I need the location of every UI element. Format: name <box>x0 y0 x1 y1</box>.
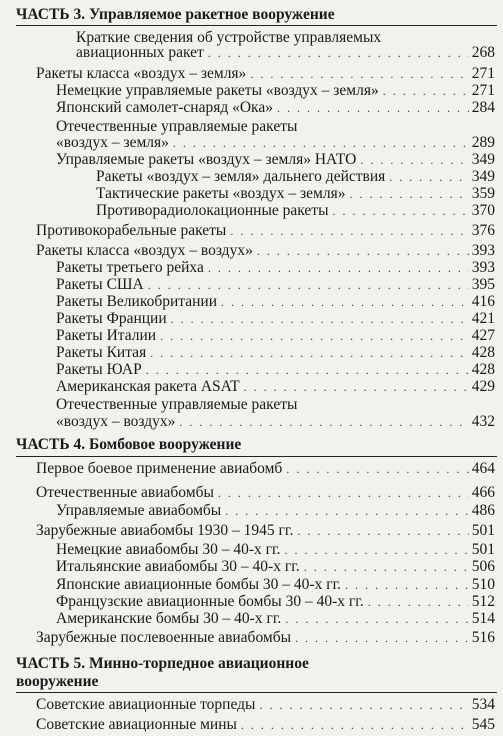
dot-leader <box>250 67 468 81</box>
toc-entry-title: Зарубежные авиабомбы 1930 – 1945 гг. <box>36 522 294 539</box>
toc-entry[interactable] <box>36 242 495 260</box>
toc-entry-title: авиационных ракет <box>76 44 204 61</box>
dot-leader <box>259 698 468 712</box>
dot-leader <box>297 524 468 538</box>
toc-entry-title: «воздух – воздух» <box>56 413 176 430</box>
page-number: 395 <box>471 276 495 293</box>
part-5-heading-line1: ЧАСТЬ 5. Минно-торпедное авиационное <box>16 655 309 672</box>
toc-entry[interactable] <box>36 522 495 540</box>
toc-entry-title: Ракеты класса «воздух – земля» <box>36 65 247 82</box>
dot-leader <box>146 363 469 377</box>
part-4-heading: ЧАСТЬ 4. Бомбовое вооружение <box>16 436 242 453</box>
toc-entry[interactable] <box>56 310 495 328</box>
toc-entry[interactable] <box>56 378 495 396</box>
dot-leader <box>225 504 469 518</box>
dot-leader <box>257 244 469 258</box>
dot-leader <box>221 295 469 309</box>
dot-leader <box>171 312 469 326</box>
page-number: 359 <box>471 185 495 202</box>
page-number: 501 <box>471 541 495 558</box>
toc-entry[interactable] <box>56 413 495 431</box>
toc-entry[interactable] <box>36 222 495 240</box>
dot-leader <box>345 578 469 592</box>
toc-entry-title: «воздух – земля» <box>56 134 169 151</box>
dot-leader <box>173 136 469 150</box>
toc-entry[interactable] <box>56 327 495 345</box>
toc-entry-title: Французские авиационные бомбы 30 – 40-х гг. <box>56 593 364 610</box>
toc-entry-line1: Отечественные управляемые ракеты <box>56 118 298 135</box>
dot-leader <box>389 170 468 184</box>
toc-entry[interactable] <box>96 185 495 203</box>
toc-entry-title: Зарубежные послевоенные авиабомбы <box>36 629 292 646</box>
toc-entry[interactable] <box>56 558 495 576</box>
page-number: 464 <box>471 460 495 477</box>
page-number: 545 <box>471 716 495 733</box>
toc-entry[interactable] <box>56 259 495 277</box>
toc-entry-title: Немецкие управляемые ракеты «воздух – земля» <box>56 82 379 99</box>
toc-entry-title: Управляемые ракеты «воздух – земля» НАТО <box>56 151 357 168</box>
toc-entry-title: Японские авиационные бомбы 30 – 40-х гг. <box>56 576 342 593</box>
toc-entry-title: Советские авиационные торпеды <box>36 696 256 713</box>
page-number: 284 <box>471 99 495 116</box>
part-5-heading-line2: вооружение <box>16 673 99 690</box>
toc-entry-line1: Отечественные управляемые ракеты <box>56 396 298 413</box>
toc-entry[interactable] <box>56 541 495 559</box>
page-number: 432 <box>471 413 495 430</box>
dot-leader <box>160 329 469 343</box>
toc-entry-title: Противорадиолокационные ракеты <box>96 202 329 219</box>
toc-entry[interactable] <box>56 576 495 594</box>
toc-entry[interactable] <box>96 168 495 186</box>
dot-leader <box>360 153 468 167</box>
toc-entry[interactable] <box>56 82 495 100</box>
dot-leader <box>349 187 468 201</box>
toc-entry-title: Немецкие авиабомбы 30 – 40-х гг. <box>56 541 281 558</box>
dot-leader <box>277 101 469 115</box>
page-number: 510 <box>471 576 495 593</box>
toc-entry[interactable] <box>56 151 495 169</box>
page-number: 428 <box>471 344 495 361</box>
toc-entry-title: Ракеты «воздух – земля» дальнего действия <box>96 168 386 185</box>
dot-leader <box>284 543 468 557</box>
dot-leader <box>241 718 469 732</box>
part-3-heading: ЧАСТЬ 3. Управляемое ракетное вооружение <box>16 6 335 23</box>
dot-leader <box>208 46 469 60</box>
toc-entry-title: Американские бомбы 30 – 40-х гг. <box>56 610 282 627</box>
toc-entry[interactable] <box>56 99 495 117</box>
page-number: 516 <box>471 629 495 646</box>
dot-leader <box>230 224 468 238</box>
toc-entry-title: Итальянские авиабомбы 30 – 40-х гг. <box>56 558 300 575</box>
dot-leader <box>368 595 469 609</box>
toc-entry[interactable] <box>36 460 495 478</box>
toc-entry-title: Советские авиационные мины <box>36 716 237 733</box>
page-number: 349 <box>471 168 495 185</box>
toc-entry[interactable] <box>56 344 495 362</box>
toc-entry[interactable] <box>36 629 495 647</box>
page-number: 416 <box>471 293 495 310</box>
page-number: 429 <box>471 378 495 395</box>
page-number: 534 <box>471 696 495 713</box>
toc-entry-title: Ракеты Италии <box>56 327 157 344</box>
toc-entry-title: Японский самолет-снаряд «Ока» <box>56 99 273 116</box>
toc-entry[interactable] <box>56 502 495 520</box>
page-number: 268 <box>471 44 495 61</box>
page-number: 421 <box>471 310 495 327</box>
toc-entry-title: Тактические ракеты «воздух – земля» <box>96 185 346 202</box>
toc-entry-title: Ракеты класса «воздух – воздух» <box>36 242 253 259</box>
page-number: 289 <box>471 134 495 151</box>
page-number: 466 <box>471 484 495 501</box>
toc-entry[interactable] <box>36 716 495 734</box>
toc-entry[interactable] <box>56 276 495 294</box>
page-number: 501 <box>471 522 495 539</box>
dot-leader <box>304 560 469 574</box>
dot-leader <box>285 612 468 626</box>
dot-leader <box>244 380 469 394</box>
dot-leader <box>148 278 469 292</box>
dot-leader <box>179 415 468 429</box>
page-number: 486 <box>471 502 495 519</box>
toc-entry-title: Ракеты третьего рейха <box>56 259 204 276</box>
dot-leader <box>208 261 469 275</box>
part-4-rule <box>16 456 497 457</box>
toc-entry[interactable] <box>56 610 495 628</box>
page-number: 427 <box>471 327 495 344</box>
part-5-rule <box>16 692 497 693</box>
page-number: 271 <box>471 65 495 82</box>
toc-entry[interactable] <box>56 361 495 379</box>
toc-entry-title: Ракеты Великобритании <box>56 293 217 310</box>
page-number: 271 <box>471 82 495 99</box>
toc-entry-title: Ракеты США <box>56 276 144 293</box>
toc-entry-title: Ракеты Китая <box>56 344 147 361</box>
toc-entry-title: Первое боевое применение авиабомб <box>36 460 283 477</box>
page-number: 428 <box>471 361 495 378</box>
toc-entry-title: Отечественные авиабомбы <box>36 484 214 501</box>
toc-entry-line1: Краткие сведения об устройстве управляемых <box>76 29 382 46</box>
dot-leader <box>218 486 469 500</box>
toc-entry-title: Ракеты Франции <box>56 310 167 327</box>
toc-entry[interactable] <box>56 293 495 311</box>
toc-entry-title: Американская ракета ASAT <box>56 378 240 395</box>
part-5-heading <box>16 655 497 691</box>
page-number: 512 <box>471 593 495 610</box>
toc-entry-title: Противокорабельные ракеты <box>36 222 227 239</box>
page-number: 376 <box>471 222 495 239</box>
toc-entry-title: Ракеты ЮАР <box>56 361 142 378</box>
toc-entry[interactable] <box>36 484 495 502</box>
dot-leader <box>150 346 469 360</box>
toc-entry[interactable] <box>96 202 495 220</box>
toc-entry[interactable] <box>36 696 495 714</box>
page-number: 393 <box>471 242 495 259</box>
toc-entry-title: Управляемые авиабомбы <box>56 502 222 519</box>
dot-leader <box>295 631 469 645</box>
dot-leader <box>286 462 468 476</box>
part-3-rule <box>16 25 497 26</box>
page-number: 393 <box>471 259 495 276</box>
page-number: 514 <box>471 610 495 627</box>
toc-entry[interactable] <box>56 593 495 611</box>
dot-leader <box>383 84 469 98</box>
toc-entry[interactable] <box>36 65 495 83</box>
page-number: 506 <box>471 558 495 575</box>
toc-entry[interactable] <box>76 44 495 62</box>
toc-entry[interactable] <box>56 134 495 152</box>
page-number: 349 <box>471 151 495 168</box>
dot-leader <box>332 204 468 218</box>
page-number: 370 <box>471 202 495 219</box>
